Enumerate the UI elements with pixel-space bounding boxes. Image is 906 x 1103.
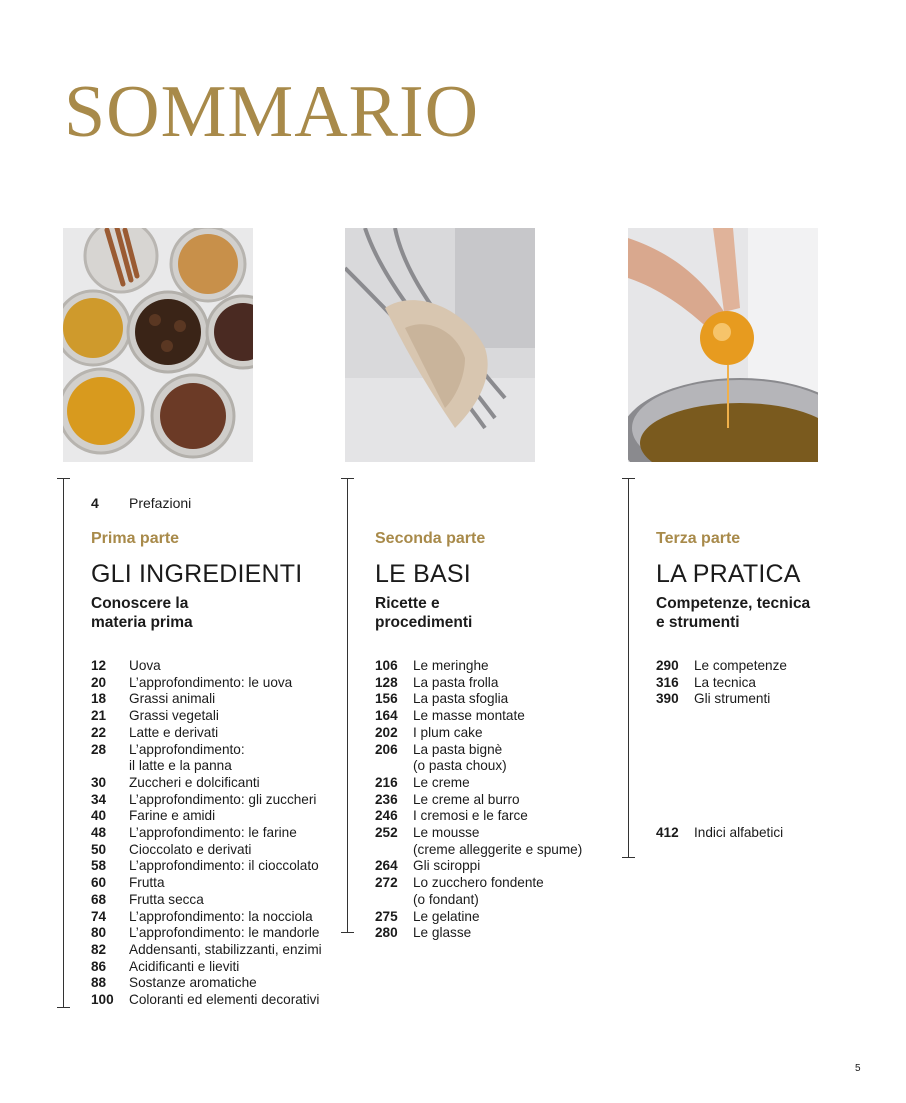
toc-entry[interactable] [91, 658, 322, 675]
page-ref: 74 [91, 908, 107, 924]
column-rule [347, 478, 348, 933]
entry-label: Le mousse (creme alleggerite e spume) [413, 825, 583, 857]
toc-entry[interactable] [375, 725, 582, 742]
toc-list [91, 658, 322, 1009]
part-label: Seconda parte [375, 530, 486, 547]
page-ref: 22 [91, 724, 107, 740]
entry-label: Le glasse [413, 925, 472, 941]
entry-label: La pasta frolla [413, 674, 499, 690]
toc-entry[interactable] [91, 842, 322, 859]
page-ref: 86 [91, 958, 107, 974]
page-ref: 82 [91, 941, 107, 957]
entry-label: Indici alfabetici [694, 825, 784, 840]
page-title: SOMMARIO [64, 71, 480, 153]
spices-photo [63, 228, 253, 462]
page-ref: 58 [91, 858, 107, 874]
entry-label: L’approfondimento: il cioccolato [129, 858, 319, 874]
part-subtitle: Competenze, tecnica e strumenti [656, 595, 811, 631]
page-ref: 275 [375, 908, 398, 924]
entry-label: Farine e amidi [129, 808, 216, 824]
egg-yolk-photo [628, 228, 818, 462]
whisk-image [345, 228, 535, 462]
entry-label: La pasta bignè (o pasta choux) [413, 741, 507, 774]
entry-label: Frutta [129, 875, 165, 891]
entry-label: L’approfondimento: le uova [129, 674, 293, 690]
entry-label: Addensanti, stabilizzanti, enzimi [129, 941, 322, 957]
toc-entry[interactable] [91, 691, 322, 708]
toc-entry[interactable] [91, 925, 322, 942]
entry-label: L’approfondimento: gli zuccheri [129, 791, 317, 807]
page-ref: 272 [375, 875, 398, 891]
page-ref: 128 [375, 674, 398, 690]
entry-label: Prefazioni [129, 495, 192, 511]
toc-entry[interactable] [91, 942, 322, 959]
toc-entry[interactable] [375, 691, 582, 708]
entry-label: Le gelatine [413, 908, 480, 924]
entry-label: Cioccolato e derivati [129, 841, 252, 857]
toc-entry[interactable] [91, 675, 322, 692]
entry-label: Le competenze [694, 658, 787, 673]
toc-entry[interactable] [375, 658, 582, 675]
entry-label: Latte e derivati [129, 724, 219, 740]
entry-label: L’approfondimento: la nocciola [129, 908, 313, 924]
page-ref: 40 [91, 808, 107, 824]
page-ref: 216 [375, 774, 398, 790]
page-ref: 68 [91, 891, 107, 907]
page-ref: 100 [91, 992, 114, 1008]
page-ref: 106 [375, 658, 398, 673]
toc-entry[interactable] [91, 992, 322, 1009]
spices-image [63, 228, 253, 462]
entry-label: L’approfondimento: il latte e la panna [129, 741, 245, 774]
page-ref: 412 [656, 825, 679, 840]
toc-entry[interactable] [375, 875, 582, 908]
page-ref: 164 [375, 708, 398, 724]
toc-entry[interactable] [91, 858, 322, 875]
column-rule [628, 478, 629, 858]
page-ref: 88 [91, 975, 107, 991]
index-entry-list [656, 825, 783, 842]
entry-label: Le creme al burro [413, 791, 520, 807]
page-ref: 80 [91, 925, 107, 941]
entry-label: Grassi animali [129, 691, 216, 707]
page-ref: 280 [375, 925, 398, 941]
toc-entry[interactable] [656, 825, 783, 842]
entry-label: Acidificanti e lieviti [129, 958, 240, 974]
page-ref: 156 [375, 691, 398, 707]
part-subtitle: Ricette e procedimenti [375, 595, 473, 631]
column-rule [63, 478, 64, 1008]
page-ref: 30 [91, 774, 107, 790]
part-title: GLI INGREDIENTI [91, 560, 303, 588]
entry-label: Le creme [413, 774, 470, 790]
toc-entry[interactable] [375, 858, 582, 875]
part-label: Terza parte [656, 530, 741, 547]
entry-label: Frutta secca [129, 891, 204, 907]
toc-entry[interactable] [375, 925, 582, 942]
toc-entry[interactable] [375, 675, 582, 692]
toc-entry[interactable] [91, 825, 322, 842]
toc-entry[interactable] [375, 742, 582, 775]
page-ref: 316 [656, 674, 679, 690]
toc-entry[interactable] [375, 792, 582, 809]
part-title: LE BASI [375, 560, 471, 588]
toc-entry[interactable] [91, 792, 322, 809]
toc-entry[interactable] [656, 675, 787, 692]
entry-label: Uova [129, 658, 161, 673]
entry-label: Le masse montate [413, 708, 525, 724]
toc-entry[interactable] [91, 909, 322, 926]
page-number: 5 [855, 1063, 861, 1074]
toc-list [375, 658, 582, 942]
whisk-photo [345, 228, 535, 462]
entry-label: L’approfondimento: le mandorle [129, 925, 320, 941]
part-title: LA PRATICA [656, 560, 801, 588]
toc-entry[interactable] [91, 808, 322, 825]
page-ref: 206 [375, 741, 398, 757]
page-ref: 264 [375, 858, 398, 874]
entry-label: Coloranti ed elementi decorativi [129, 992, 320, 1008]
page-ref: 18 [91, 691, 107, 707]
toc-entry[interactable] [375, 909, 582, 926]
toc-entry[interactable] [91, 975, 322, 992]
toc-entry[interactable] [91, 775, 322, 792]
toc-entry[interactable] [91, 892, 322, 909]
entry-label: Le meringhe [413, 658, 489, 673]
entry-label: Lo zucchero fondente (o fondant) [413, 875, 544, 907]
entry-label: Gli sciroppi [413, 858, 481, 874]
toc-entry[interactable] [656, 691, 787, 708]
page-ref: 246 [375, 808, 398, 824]
entry-label: La tecnica [694, 674, 756, 690]
entry-label: L’approfondimento: le farine [129, 825, 297, 841]
entry-label: Sostanze aromatiche [129, 975, 257, 991]
entry-label: Zuccheri e dolcificanti [129, 774, 260, 790]
toc-entry[interactable] [375, 825, 582, 858]
entry-label: Gli strumenti [694, 691, 771, 707]
toc-entry[interactable] [375, 775, 582, 792]
toc-entry[interactable] [656, 658, 787, 675]
toc-entry[interactable] [91, 875, 322, 892]
toc-list [656, 658, 787, 708]
part-subtitle: Conoscere la materia prima [91, 595, 193, 631]
page-ref: 20 [91, 674, 107, 690]
toc-entry[interactable] [91, 959, 322, 976]
page-ref: 4 [91, 495, 99, 511]
egg-yolk-image [628, 228, 818, 462]
toc-entry[interactable] [375, 808, 582, 825]
page-ref: 60 [91, 875, 107, 891]
entry-label: La pasta sfoglia [413, 691, 509, 707]
page-ref: 48 [91, 825, 107, 841]
toc-entry[interactable] [91, 708, 322, 725]
preface-entry[interactable] [91, 495, 191, 511]
toc-entry[interactable] [91, 725, 322, 742]
page-ref: 202 [375, 724, 398, 740]
page-ref: 28 [91, 741, 107, 757]
page-ref: 21 [91, 708, 107, 724]
page-ref: 236 [375, 791, 398, 807]
entry-label: I cremosi e le farce [413, 808, 528, 824]
entry-label: I plum cake [413, 724, 483, 740]
toc-entry[interactable] [375, 708, 582, 725]
page-ref: 290 [656, 658, 679, 673]
page-ref: 252 [375, 825, 398, 841]
page-ref: 34 [91, 791, 107, 807]
toc-entry[interactable] [91, 742, 322, 775]
page-ref: 50 [91, 841, 107, 857]
part-label: Prima parte [91, 530, 180, 547]
entry-label: Grassi vegetali [129, 708, 219, 724]
page-ref: 12 [91, 658, 107, 673]
page-ref: 390 [656, 691, 679, 707]
